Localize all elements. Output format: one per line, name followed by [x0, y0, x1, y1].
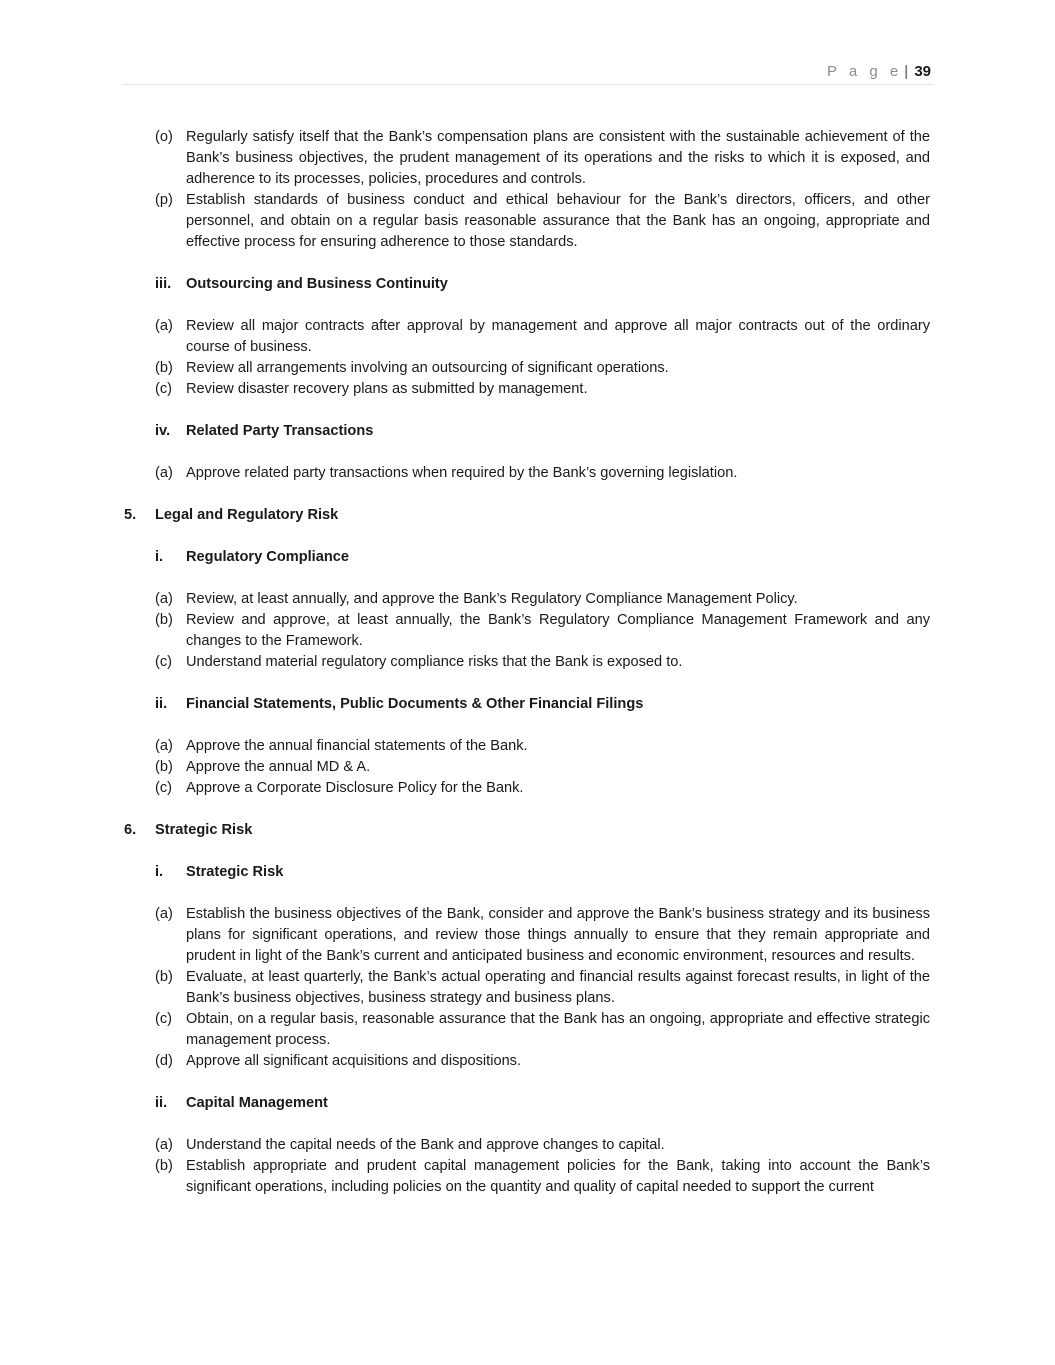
- item-marker: (p): [155, 192, 173, 208]
- item-text: Approve related party transactions when required by the Bank’s governing legislation.: [186, 465, 738, 481]
- item-text: Evaluate, at least quarterly, the Bank’s actual operating and financial results against forecast results, in light of the Bank’s business objectives, business strategy and business plans.: [186, 969, 930, 1006]
- item-text: Establish standards of business conduct and ethical behaviour for the Bank’s directors, officers, and other personnel, and obtain on a regular basis reasonable assurance that the Bank has an ongoing, appropriate and effective process for ensuring adherence to those standards.: [186, 192, 930, 250]
- item-marker: (b): [155, 360, 173, 376]
- subsection-title: Capital Management: [186, 1095, 328, 1111]
- item-marker: (b): [155, 1158, 173, 1174]
- item-marker: (b): [155, 759, 173, 775]
- subsection-marker: iii.: [155, 276, 172, 292]
- list-item: [0, 589, 1055, 610]
- list-item: [0, 190, 1055, 253]
- document-body: [0, 127, 1055, 1198]
- page-number-value: 39: [914, 63, 931, 80]
- item-text: Regularly satisfy itself that the Bank’s compensation plans are consistent with the sustainable achievement of the Bank’s business objectives, the prudent management of its operations and the risks to which it is exposed, and adherence to its processes, policies, procedures and controls.: [186, 129, 930, 187]
- subsection-heading: [0, 274, 1055, 295]
- page-label: P a g e: [826, 63, 903, 80]
- item-text: Establish the business objectives of the Bank, consider and approve the Bank’s business strategy and its business plans for significant operations, and review those things annually to ensure that they remain appropriate and prudent in light of the Bank’s current and anticipated business and economic environment, resources and results.: [186, 906, 930, 964]
- item-marker: (a): [155, 465, 173, 481]
- item-text: Review all arrangements involving an outsourcing of significant operations.: [186, 360, 669, 376]
- subsection-marker: ii.: [155, 1095, 168, 1111]
- section-marker: 6.: [124, 822, 137, 838]
- subsection-heading: [0, 1093, 1055, 1114]
- subsection-marker: i.: [155, 549, 164, 565]
- item-text: Review disaster recovery plans as submitted by management.: [186, 381, 588, 397]
- item-marker: (a): [155, 591, 173, 607]
- item-text: Establish appropriate and prudent capital management policies for the Bank, taking into account the Bank’s significant operations, including policies on the quantity and quality of capital needed to support the current: [186, 1158, 930, 1195]
- item-text: Review all major contracts after approval by management and approve all major contracts out of the ordinary course of business.: [186, 318, 930, 355]
- subsection-heading: [0, 421, 1055, 442]
- item-marker: (b): [155, 969, 173, 985]
- subsection-marker: iv.: [155, 423, 171, 439]
- page-separator: |: [904, 63, 909, 80]
- item-text: Obtain, on a regular basis, reasonable assurance that the Bank has an ongoing, appropriate and effective strategic management process.: [186, 1011, 930, 1048]
- subsection-title: Regulatory Compliance: [186, 549, 349, 565]
- subsection-title: Strategic Risk: [186, 864, 284, 880]
- list-item: [0, 610, 1055, 652]
- item-text: Review, at least annually, and approve the Bank’s Regulatory Compliance Management Policy.: [186, 591, 798, 607]
- section-title: Strategic Risk: [155, 822, 253, 838]
- list-item: [0, 1009, 1055, 1051]
- item-text: Approve a Corporate Disclosure Policy for the Bank.: [186, 780, 524, 796]
- list-item: [0, 358, 1055, 379]
- subsection-heading: [0, 547, 1055, 568]
- subsection-title: Financial Statements, Public Documents & Other Financial Filings: [186, 696, 644, 712]
- list-item: [0, 757, 1055, 778]
- item-marker: (d): [155, 1053, 173, 1069]
- item-marker: (c): [155, 654, 173, 670]
- subsection-heading: [0, 862, 1055, 883]
- list-item: [0, 778, 1055, 799]
- item-marker: (c): [155, 1011, 173, 1027]
- list-item: [0, 652, 1055, 673]
- item-marker: (a): [155, 738, 173, 754]
- item-marker: (a): [155, 906, 173, 922]
- subsection-title: Outsourcing and Business Continuity: [186, 276, 448, 292]
- list-item: [0, 1051, 1055, 1072]
- item-marker: (a): [155, 1137, 173, 1153]
- list-item: [0, 904, 1055, 967]
- subsection-marker: ii.: [155, 696, 168, 712]
- item-text: Approve the annual MD & A.: [186, 759, 371, 775]
- item-marker: (o): [155, 129, 173, 145]
- item-marker: (c): [155, 381, 173, 397]
- list-item: [0, 379, 1055, 400]
- list-item: [0, 967, 1055, 1009]
- page-number: [827, 62, 931, 82]
- item-text: Understand material regulatory compliance risks that the Bank is exposed to.: [186, 654, 683, 670]
- item-marker: (b): [155, 612, 173, 628]
- page-header: [122, 62, 934, 85]
- item-text: Understand the capital needs of the Bank and approve changes to capital.: [186, 1137, 665, 1153]
- section-title: Legal and Regulatory Risk: [155, 507, 339, 523]
- subsection-heading: [0, 694, 1055, 715]
- section-heading: [0, 820, 1055, 841]
- subsection-title: Related Party Transactions: [186, 423, 374, 439]
- section-marker: 5.: [124, 507, 137, 523]
- item-text: Approve all significant acquisitions and dispositions.: [186, 1053, 522, 1069]
- section-heading: [0, 505, 1055, 526]
- list-item: [0, 316, 1055, 358]
- list-item: [0, 463, 1055, 484]
- subsection-marker: i.: [155, 864, 164, 880]
- list-item: [0, 1135, 1055, 1156]
- item-text: Approve the annual financial statements of the Bank.: [186, 738, 528, 754]
- item-text: Review and approve, at least annually, the Bank’s Regulatory Compliance Management Framework and any changes to the Framework.: [186, 612, 930, 649]
- item-marker: (a): [155, 318, 173, 334]
- item-marker: (c): [155, 780, 173, 796]
- list-item: [0, 1156, 1055, 1198]
- list-item: [0, 127, 1055, 190]
- list-item: [0, 736, 1055, 757]
